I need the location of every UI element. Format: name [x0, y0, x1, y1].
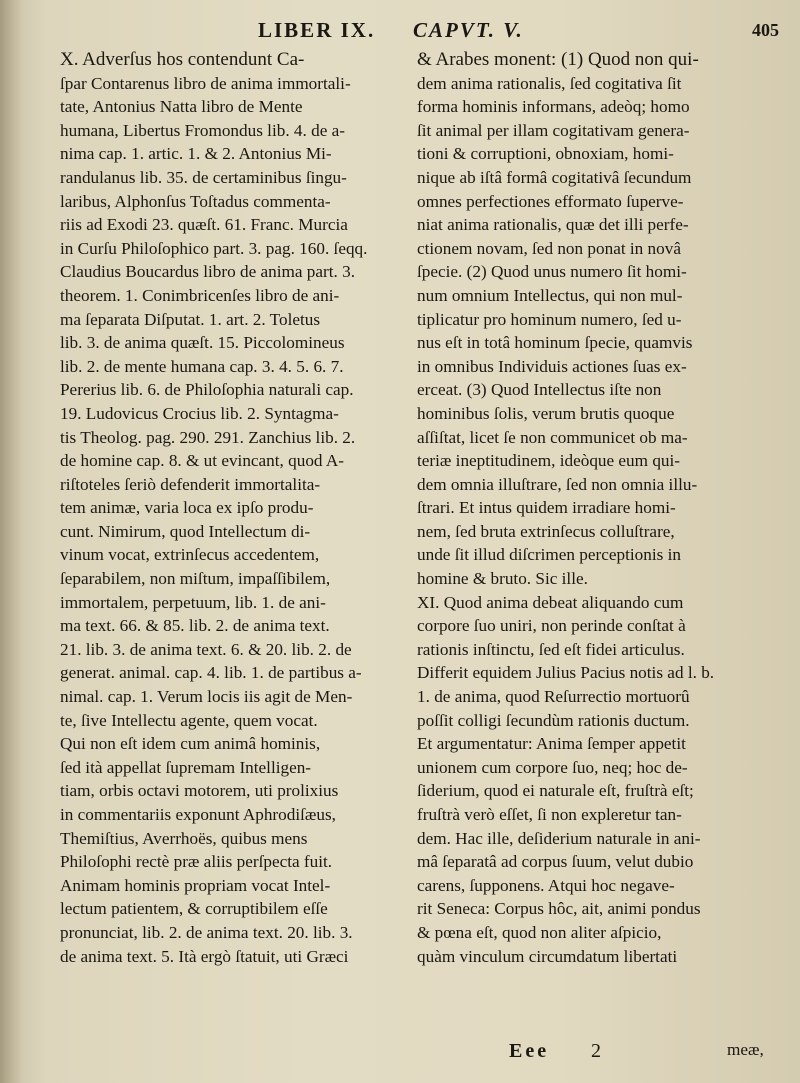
- text-line: pronunciat, lib. 2. de anima text. 20. lib. 3.: [60, 922, 353, 942]
- text-line: cunt. Nimirum, quod Intellectum di-: [60, 521, 311, 541]
- text-line: lectum patientem, & corruptibilem eſſe: [60, 899, 328, 919]
- text-line: ſtrari. Et intus quidem irradiare homi-: [417, 498, 676, 518]
- text-line: dem anima rationalis, ſed cogitativa ſit: [417, 73, 682, 93]
- text-line: Et argumentatur: Anima ſemper appetit: [417, 734, 686, 754]
- text-line: niat anima rationalis, quæ det illi perfe-: [417, 215, 689, 235]
- text-line: quàm vinculum circumdatum libertati: [417, 946, 678, 966]
- text-line: 21. lib. 3. de anima text. 6. & 20. lib. 2. de: [60, 639, 352, 659]
- text-line: nus eſt in totâ hominum ſpecie, quamvis: [417, 333, 693, 353]
- text-line: vinum vocat, extrinſecus accedentem,: [60, 545, 320, 565]
- text-line: tiam, orbis octavi motorem, uti prolixius: [60, 781, 339, 801]
- text-line: erceat. (3) Quod Intellectus iſte non: [417, 380, 662, 400]
- text-line: Philoſophi rectè præ aliis perſpecta fuit.: [60, 852, 333, 872]
- text-line: in Curſu Philoſophico part. 3. pag. 160. ſeqq.: [60, 238, 368, 258]
- text-line: ſed ità appellat ſupremam Intelligen-: [60, 757, 312, 777]
- text-line: dem. Hac ille, deſiderium naturale in ani-: [417, 828, 701, 848]
- catchword: meæ,: [727, 1040, 764, 1059]
- text-line: Themiſtius, Averrhoës, quibus mens: [60, 828, 308, 848]
- text-line: ſpecie. (2) Quod unus numero ſit homi-: [417, 262, 687, 282]
- text-line: tate, Antonius Natta libro de Mente: [60, 97, 303, 117]
- text-line: hominibus ſolis, verum brutis quoque: [417, 403, 675, 423]
- text-line: Qui non eſt idem cum animâ hominis,: [60, 734, 321, 754]
- text-line: ma ſeparata Diſputat. 1. art. 2. Toletus: [60, 309, 321, 329]
- text-line: X. Adverſus hos contendunt Ca-: [60, 49, 305, 70]
- text-line: corpore ſuo uniri, non perinde conſtat à: [417, 616, 686, 636]
- text-line: lib. 3. de anima quæſt. 15. Piccolomineus: [60, 333, 345, 353]
- text-line: carens, ſupponens. Atqui hoc negave-: [417, 875, 675, 895]
- text-line: ſiderium, quod ei naturale eſt, fruſtrà eſt;: [417, 781, 694, 801]
- text-line: forma hominis informans, adeòq; homo: [417, 97, 690, 117]
- text-line: in omnibus Individuis actiones ſuas ex-: [417, 356, 687, 376]
- text-line: mâ ſeparatâ ad corpus ſuum, velut dubio: [417, 852, 694, 872]
- text-line: tis Theolog. pag. 290. 291. Zanchius lib. 2.: [60, 427, 356, 447]
- running-header: [0, 18, 800, 48]
- text-line: 1. de anima, quod Reſurrectio mortuorû: [417, 687, 690, 707]
- text-line: theorem. 1. Conimbricenſes libro de ani-: [60, 285, 340, 305]
- text-line: te, ſive Intellectu agente, quem vocat.: [60, 710, 318, 730]
- page-gutter-shadow: [0, 0, 22, 1083]
- text-line: Animam hominis propriam vocat Intel-: [60, 875, 331, 895]
- left-text-column: [60, 48, 402, 968]
- text-line: nimal. cap. 1. Verum locis iis agit de Men-: [60, 687, 353, 707]
- text-line: ſit animal per illam cogitativam genera-: [417, 120, 690, 140]
- text-line: generat. animal. cap. 4. lib. 1. de partibus a-: [60, 663, 362, 683]
- text-line: Pererius lib. 6. de Philoſophia naturali cap.: [60, 380, 354, 400]
- text-line: homine & bruto. Sic ille.: [417, 569, 588, 589]
- text-line: randulanus lib. 35. de certaminibus ſingu-: [60, 167, 347, 187]
- text-line: ſeparabilem, non miſtum, impaſſibilem,: [60, 569, 331, 589]
- text-line: unde ſit illud diſcrimen perceptionis in: [417, 545, 681, 565]
- text-line: tioni & corruptioni, obnoxiam, homi-: [417, 144, 674, 164]
- text-line: tem animæ, varia loca ex ipſo produ-: [60, 498, 314, 518]
- text-line: rit Seneca: Corpus hôc, ait, animi pondus: [417, 899, 701, 919]
- text-line: immortalem, perpetuum, lib. 1. de ani-: [60, 592, 326, 612]
- text-line: riſtoteles ſeriò defenderit immortalita-: [60, 474, 321, 494]
- text-line: teriæ ineptitudinem, ideòque eum qui-: [417, 451, 681, 471]
- text-line: laribus, Alphonſus Toſtadus commenta-: [60, 191, 331, 211]
- page-number: 405: [752, 20, 779, 40]
- signature-mark: Eee: [509, 1040, 550, 1062]
- text-line: nem, ſed bruta extrinſecus colluſtrare,: [417, 521, 675, 541]
- text-line: & pœna eſt, quod non aliter aſpicio,: [417, 922, 662, 942]
- text-line: riis ad Exodi 23. quæſt. 61. Franc. Murcia: [60, 215, 348, 235]
- text-line: omnes perfectiones efformato ſuperve-: [417, 191, 684, 211]
- text-line: tiplicatur pro hominum numero, ſed u-: [417, 309, 682, 329]
- text-line: Claudius Boucardus libro de anima part. 3.: [60, 262, 355, 282]
- text-line: ma text. 66. & 85. lib. 2. de anima text.: [60, 616, 330, 636]
- text-line: lib. 2. de mente humana cap. 3. 4. 5. 6. 7.: [60, 356, 344, 376]
- text-line: 19. Ludovicus Crocius lib. 2. Syntagma-: [60, 403, 339, 423]
- text-line: in commentariis exponunt Aphrodiſæus,: [60, 805, 336, 824]
- page-footer: [509, 1040, 789, 1068]
- text-line: num omnium Intellectus, qui non mul-: [417, 285, 683, 305]
- right-text-column: [417, 48, 767, 968]
- text-line: unionem cum corpore ſuo, neq; hoc de-: [417, 757, 688, 777]
- header-chapter-label: CAPVT. V.: [413, 18, 524, 42]
- text-line: Differit equidem Julius Pacius notis ad l. b.: [417, 663, 715, 683]
- text-line: de anima text. 5. Ità ergò ſtatuit, uti Græci: [60, 946, 349, 966]
- text-line: fruſtrà verò eſſet, ſi non expleretur tan-: [417, 805, 682, 824]
- text-line: rationis inſtinctu, ſed eſt fidei articulus.: [417, 639, 685, 659]
- text-line: humana, Libertus Fromondus lib. 4. de a-: [60, 120, 345, 140]
- text-line: & Arabes monent: (1) Quod non qui-: [417, 49, 699, 70]
- header-book-label: LIBER IX.: [258, 18, 376, 42]
- text-line: nima cap. 1. artic. 1. & 2. Antonius Mi-: [60, 144, 332, 164]
- text-line: poſſit colligi ſecundùm rationis ductum.: [417, 710, 690, 730]
- text-line: ſpar Contarenus libro de anima immortali-: [60, 73, 351, 93]
- text-line: dem omnia illuſtrare, ſed non omnia illu-: [417, 474, 698, 494]
- signature-number: 2: [591, 1040, 601, 1062]
- text-line: de homine cap. 8. & ut evincant, quod A-: [60, 451, 345, 471]
- text-line: nique ab iſtâ formâ cogitativâ ſecundum: [417, 167, 692, 187]
- text-line: ctionem novam, ſed non ponat in novâ: [417, 238, 681, 258]
- text-line: XI. Quod anima debeat aliquando cum: [417, 592, 684, 612]
- text-line: aſſiſtat, licet ſe non communicet ob ma-: [417, 427, 688, 447]
